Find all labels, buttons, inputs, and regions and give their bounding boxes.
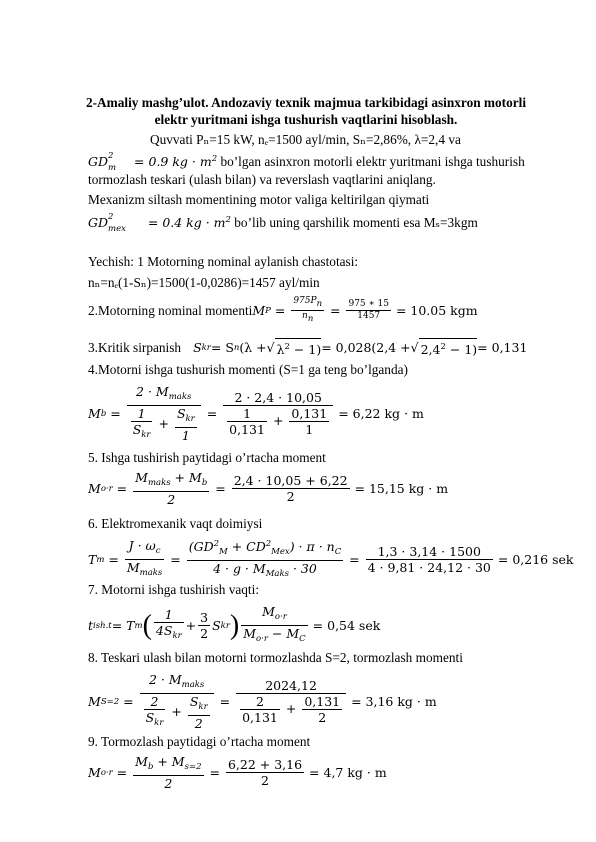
step3-critical-slip: 3.Kritik sirpanish S kr = S n (λ + √ $\lambda^2 - 1$) = 0,028(2,4 + √ $2,4^2 - 1$) = 0,131 xyxy=(88,340,528,357)
fraction: $\frac{M_{maks} + M_b}{2}$ xyxy=(135,470,208,507)
fraction: $2 \cdot M_{maks}$ $\frac{1}{S_{kr}}$ + $\frac{S_{kr}}{1}$ xyxy=(127,384,201,443)
step7-formula: t ish.t = T m ( $\frac{1}{4S_{kr}}$ + $\frac{3}{2}$ S kr ) $\frac{M_{o\cdot r}}{M_{o\cdot r} - M_C}$ = 0,54 sek xyxy=(88,604,380,647)
fraction: $\frac{1}{4S_{kr}}$ xyxy=(155,607,182,641)
gd-motor-line: GD $^{2 m}$ = 0.9 kg · $m^2$ bo’lgan asinxron motorli elektr yuritmani ishga tushurish xyxy=(88,151,525,173)
gd-mex-line: GD $^{2 mex}$ = 0.4 kg · $m^2$ bo’lib uning qarshilik momenti esa Mₛ=3kgm xyxy=(88,212,478,234)
fraction: 2024,12 $\frac{2}{0,131}$ + $\frac{0,131}{2}$ xyxy=(236,678,346,725)
step6-label: 6. Elektromexanik vaqt doimiysi xyxy=(88,516,263,531)
step5-label: 5. Ishga tushirish paytidagi o’rtacha moment xyxy=(88,450,326,465)
fraction: $\frac{1,3 \cdot 3,14 \cdot 1500}{4 \cdot 9,81 \cdot 24,12 \cdot 30}$ xyxy=(367,544,491,575)
fraction: $2 \cdot M_{maks}$ $\frac{2}{S_{kr}}$ + $\frac{S_{kr}}{2}$ xyxy=(140,672,214,731)
page-title: 2-Amaliy mashg’ulot. Andozaviy texnik majmua tarkibidagi asinxron motorli elektr yuritmani ishga tushurish vaqtlarini hisoblash. xyxy=(85,95,527,127)
fraction: 2 · 2,4 · 10,05 $\frac{1}{0,131}$ + $\frac{0,131}{1}$ xyxy=(223,390,333,437)
given-values: Quvvati Pₙ=15 kW, nₑ=1500 ayl/min, Sₙ=2,86%, λ=2,4 va xyxy=(150,132,461,147)
fraction: $\frac{3}{2}$ xyxy=(200,610,209,641)
fraction: $\frac{M_{o\cdot r}}{M_{o\cdot r} - M_C}$ xyxy=(243,604,306,644)
fraction: $\frac{M_b + M_{s=2}}{2}$ xyxy=(135,754,202,791)
step4-formula: M b = $2 \cdot M_{maks}$ $\frac{1}{S_{kr}}$ + $\frac{S_{kr}}{1}$ = 2 · 2,4 · 10,05 $\frac{1}{0,131}$ + $\frac{0,131}{1}$ = 6,22 kg · m xyxy=(88,384,424,443)
formula-nominal-speed: nₙ=nₑ(1-Sₙ)=1500(1-0,0286)=1457 ayl/min xyxy=(88,275,320,290)
fraction: $\frac{6,22 + 3,16}{2}$ xyxy=(227,757,303,788)
step2-nominal-moment: 2.Motorning nominal momenti M P = $\frac{975Pn}{nn}$ = $\frac{975 ∗ 15}{1457}$ = 10.05 kgm xyxy=(88,296,478,324)
step6-formula: T m = $\frac{J \cdot \omega_c}{M_{maks}}$ = $\frac{(GD^2_M + CD^2_{Mex}) \cdot \pi \cdot n_C}{4 \cdot g \cdot M_{Maks} \cdot 30}$ = $\frac{1,3 \cdot 3,14 \cdot 1500}{4 \cdot 9,81 \cdot 24,12 \cdot 30}$ = 0,216 sek xyxy=(88,537,573,582)
step4-label: 4.Motorni ishga tushurish momenti (S=1 ga teng bo’lganda) xyxy=(88,362,408,377)
solution-heading: Yechish: 1 Motorning nominal aylanish chastotasi: xyxy=(88,254,359,269)
fraction: $\frac{(GD^2_M + CD^2_{Mex}) \cdot \pi \cdot n_C}{4 \cdot g \cdot M_{Maks} \cdot 30}$ xyxy=(188,539,342,579)
step9-label: 9. Tormozlash paytidagi o’rtacha moment xyxy=(88,734,311,749)
step9-formula: M o·r = $\frac{M_b + M_{s=2}}{2}$ = $\frac{6,22 + 3,16}{2}$ = 4,7 kg · m xyxy=(88,754,387,791)
step8-formula: M S=2 = $2 \cdot M_{maks}$ $\frac{2}{S_{kr}}$ + $\frac{S_{kr}}{2}$ = 2024,12 $\frac{2}{0,131}$ + $\frac{0,131}{2}$ = 3,16 kg · m xyxy=(88,672,437,731)
fraction: $\frac{J \cdot \omega_c}{M_{maks}}$ xyxy=(126,538,163,578)
step5-formula: M o·r = $\frac{M_{maks} + M_b}{2}$ = $\frac{2,4 \cdot 10,05 + 6,22}{2}$ = 15,15 kg · m xyxy=(88,470,449,507)
fraction: $\frac{2,4 \cdot 10,05 + 6,22}{2}$ xyxy=(233,473,348,504)
tormoz-line: tormozlash teskari (ulash bilan) va reversl​ash vaqtlarini aniqlang. xyxy=(88,172,436,187)
fraction: $\frac{975 ∗ 15}{1457}$ xyxy=(348,299,389,321)
step7-label: 7. Motorni ishga tushirish vaqti: xyxy=(88,582,260,597)
mexanizm-line: Mexanizm siltash momentining motor valiga keltirilgan qiymati xyxy=(88,192,430,207)
step8-label: 8. Teskari ulash bilan motorni tormozlashda S=2, tormozlash momenti xyxy=(88,650,463,665)
fraction: $\frac{975Pn}{nn}$ xyxy=(293,296,323,324)
